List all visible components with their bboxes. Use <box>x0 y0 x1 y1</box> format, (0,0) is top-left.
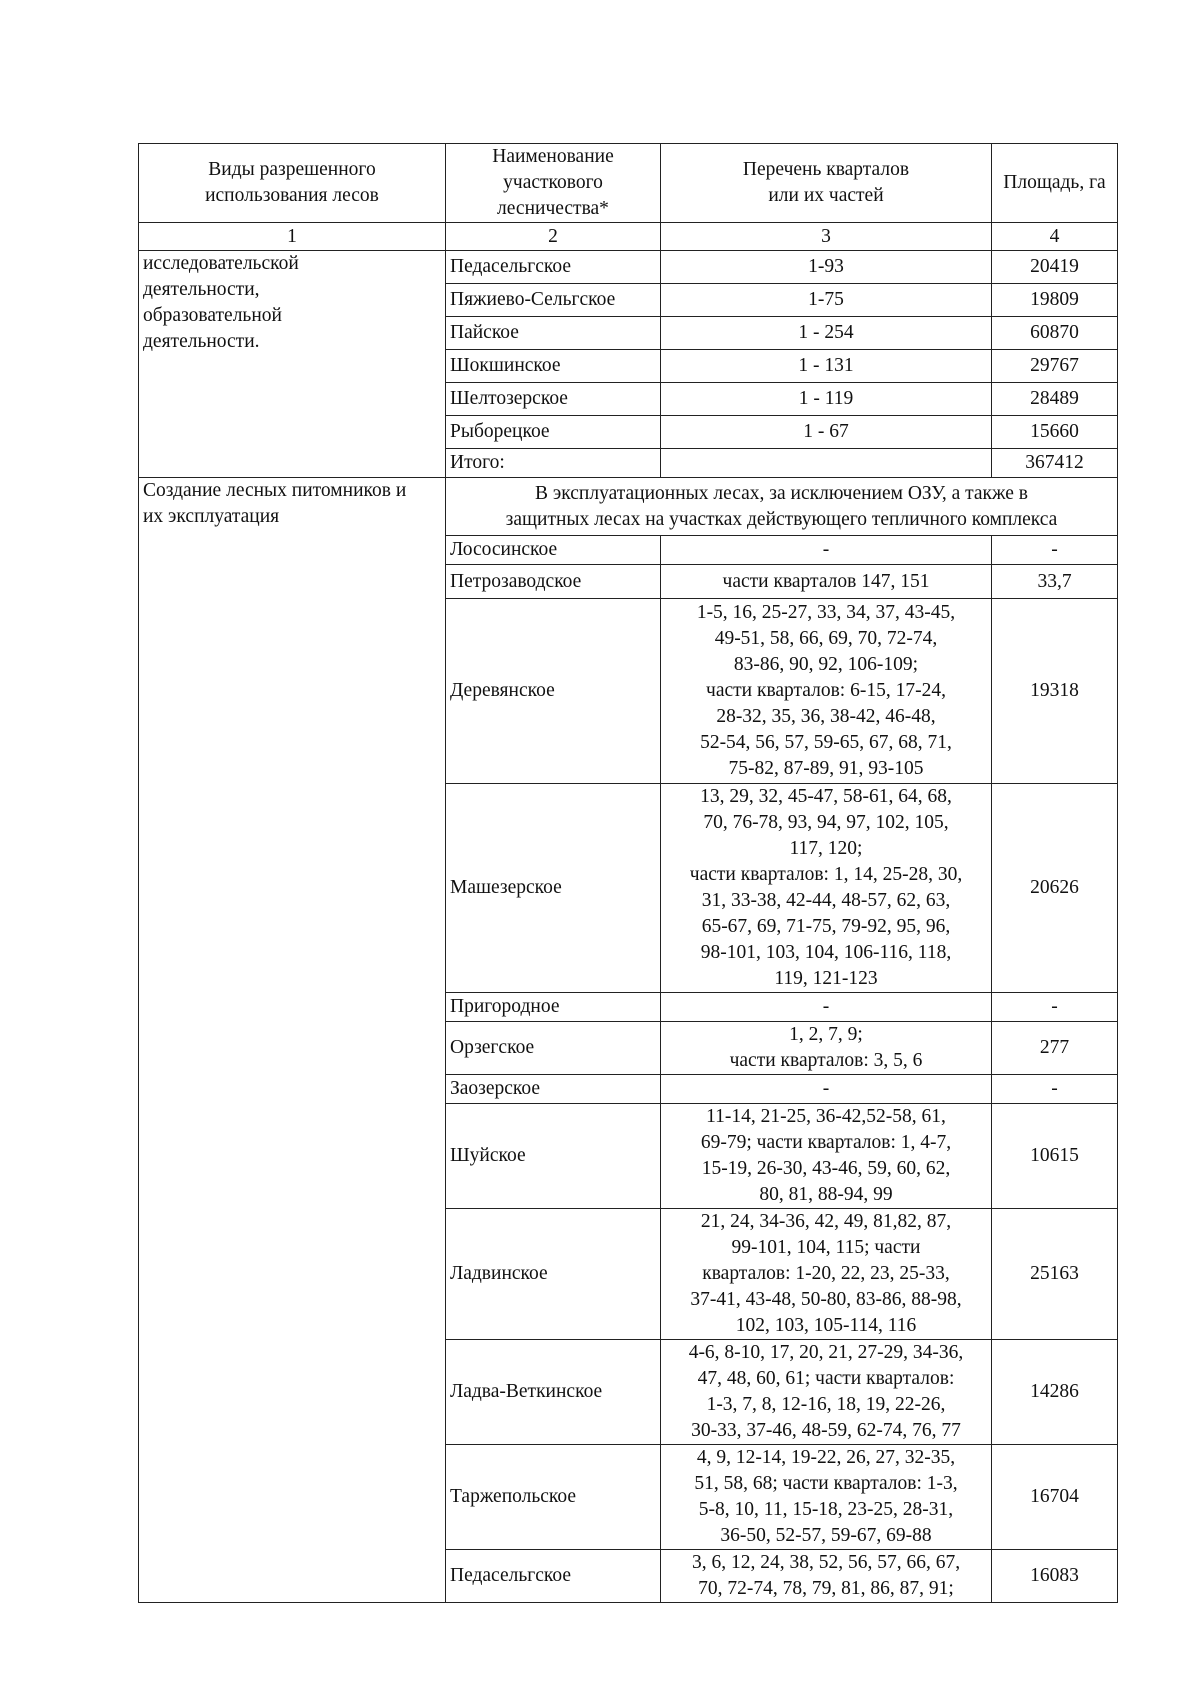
total-quarters <box>661 449 992 478</box>
area-value: 29767 <box>992 350 1118 383</box>
table-row <box>139 251 1118 284</box>
area-value: 60870 <box>992 317 1118 350</box>
quarters-list: 13, 29, 32, 45-47, 58-61, 64, 68, 70, 76-78, 93, 94, 97, 102, 105, 117, 120; части кварталов: 1, 14, 25-28, 30, 31, 33-38, 42-44, 48-57, 62, 63, 65-67, 69, 71-75, 79-92, 95, 96, 98-101, 103, 104, 106-116, 118, 119, 121-123 <box>661 784 992 993</box>
district-name: Педасельгское <box>446 1550 661 1603</box>
quarters-list: 3, 6, 12, 24, 38, 52, 56, 57, 66, 67, 70, 72-74, 78, 79, 81, 86, 87, 91; <box>661 1550 992 1603</box>
district-name: Шуйское <box>446 1104 661 1209</box>
district-name: Лососинское <box>446 536 661 565</box>
header-area: Площадь, га <box>992 144 1118 223</box>
area-value: 20626 <box>992 784 1118 993</box>
district-name: Таржепольское <box>446 1445 661 1550</box>
district-name: Рыборецкое <box>446 416 661 449</box>
total-label: Итого: <box>446 449 661 478</box>
district-name: Шокшинское <box>446 350 661 383</box>
quarters-list: 1 - 131 <box>661 350 992 383</box>
quarters-list: 1-93 <box>661 251 992 284</box>
district-name: Пайское <box>446 317 661 350</box>
area-value: 14286 <box>992 1340 1118 1445</box>
column-number-4: 4 <box>992 223 1118 251</box>
header-use-type: Виды разрешенного использования лесов <box>139 144 446 223</box>
section1-use-type: исследовательской деятельности, образовательной деятельности. <box>139 251 446 478</box>
area-value: - <box>992 993 1118 1022</box>
quarters-list: 1 - 119 <box>661 383 992 416</box>
district-name: Машезерское <box>446 784 661 993</box>
area-value: 16704 <box>992 1445 1118 1550</box>
column-numbers-row <box>139 223 1118 251</box>
header-quarters: Перечень кварталов или их частей <box>661 144 992 223</box>
district-name: Деревянское <box>446 599 661 784</box>
section2-note: В эксплуатационных лесах, за исключением ОЗУ, а также в защитных лесах на участках действующего тепличного комплекса <box>446 478 1118 536</box>
quarters-list: 4-6, 8-10, 17, 20, 21, 27-29, 34-36, 47, 48, 60, 61; части кварталов: 1-3, 7, 8, 12-16, 18, 19, 22-26, 30-33, 37-46, 48-59, 62-74, 76, 77 <box>661 1340 992 1445</box>
area-value: 16083 <box>992 1550 1118 1603</box>
section2-note-row <box>139 478 1118 536</box>
area-value: 28489 <box>992 383 1118 416</box>
district-name: Пригородное <box>446 993 661 1022</box>
total-area: 367412 <box>992 449 1118 478</box>
district-name: Заозерское <box>446 1075 661 1104</box>
area-value: - <box>992 536 1118 565</box>
district-name: Пяжиево-Сельгское <box>446 284 661 317</box>
district-name: Петрозаводское <box>446 565 661 599</box>
quarters-list: - <box>661 993 992 1022</box>
quarters-list: 11-14, 21-25, 36-42,52-58, 61, 69-79; части кварталов: 1, 4-7, 15-19, 26-30, 43-46, 59, 60, 62, 80, 81, 88-94, 99 <box>661 1104 992 1209</box>
district-name: Ладвинское <box>446 1209 661 1340</box>
quarters-list: части кварталов 147, 151 <box>661 565 992 599</box>
quarters-list: 1-75 <box>661 284 992 317</box>
header-district-name: Наименование участкового лесничества* <box>446 144 661 223</box>
area-value: 19318 <box>992 599 1118 784</box>
area-value: 10615 <box>992 1104 1118 1209</box>
column-number-2: 2 <box>446 223 661 251</box>
column-number-3: 3 <box>661 223 992 251</box>
quarters-list: 1 - 254 <box>661 317 992 350</box>
quarters-list: 1-5, 16, 25-27, 33, 34, 37, 43-45, 49-51, 58, 66, 69, 70, 72-74, 83-86, 90, 92, 106-109; части кварталов: 6-15, 17-24, 28-32, 35, 36, 38-42, 46-48, 52-54, 56, 57, 59-65, 67, 68, 71, 75-82, 87-89, 91, 93-105 <box>661 599 992 784</box>
header-row <box>139 144 1118 223</box>
district-name: Педасельгское <box>446 251 661 284</box>
district-name: Шелтозерское <box>446 383 661 416</box>
quarters-list: 1, 2, 7, 9; части кварталов: 3, 5, 6 <box>661 1022 992 1075</box>
area-value: 19809 <box>992 284 1118 317</box>
area-value: 33,7 <box>992 565 1118 599</box>
district-name: Орзегское <box>446 1022 661 1075</box>
area-value: - <box>992 1075 1118 1104</box>
quarters-list: - <box>661 1075 992 1104</box>
area-value: 20419 <box>992 251 1118 284</box>
section2-use-type: Создание лесных питомников и их эксплуатация <box>139 478 446 1603</box>
quarters-list: 21, 24, 34-36, 42, 49, 81,82, 87, 99-101, 104, 115; части кварталов: 1-20, 22, 23, 25-33, 37-41, 43-48, 50-80, 83-86, 88-98, 102, 103, 105-114, 116 <box>661 1209 992 1340</box>
quarters-list: 4, 9, 12-14, 19-22, 26, 27, 32-35, 51, 58, 68; части кварталов: 1-3, 5-8, 10, 11, 15-18, 23-25, 28-31, 36-50, 52-57, 59-67, 69-88 <box>661 1445 992 1550</box>
quarters-list: 1 - 67 <box>661 416 992 449</box>
area-value: 25163 <box>992 1209 1118 1340</box>
area-value: 277 <box>992 1022 1118 1075</box>
quarters-list: - <box>661 536 992 565</box>
district-name: Ладва-Веткинское <box>446 1340 661 1445</box>
area-value: 15660 <box>992 416 1118 449</box>
column-number-1: 1 <box>139 223 446 251</box>
forest-use-table <box>138 143 1118 1603</box>
